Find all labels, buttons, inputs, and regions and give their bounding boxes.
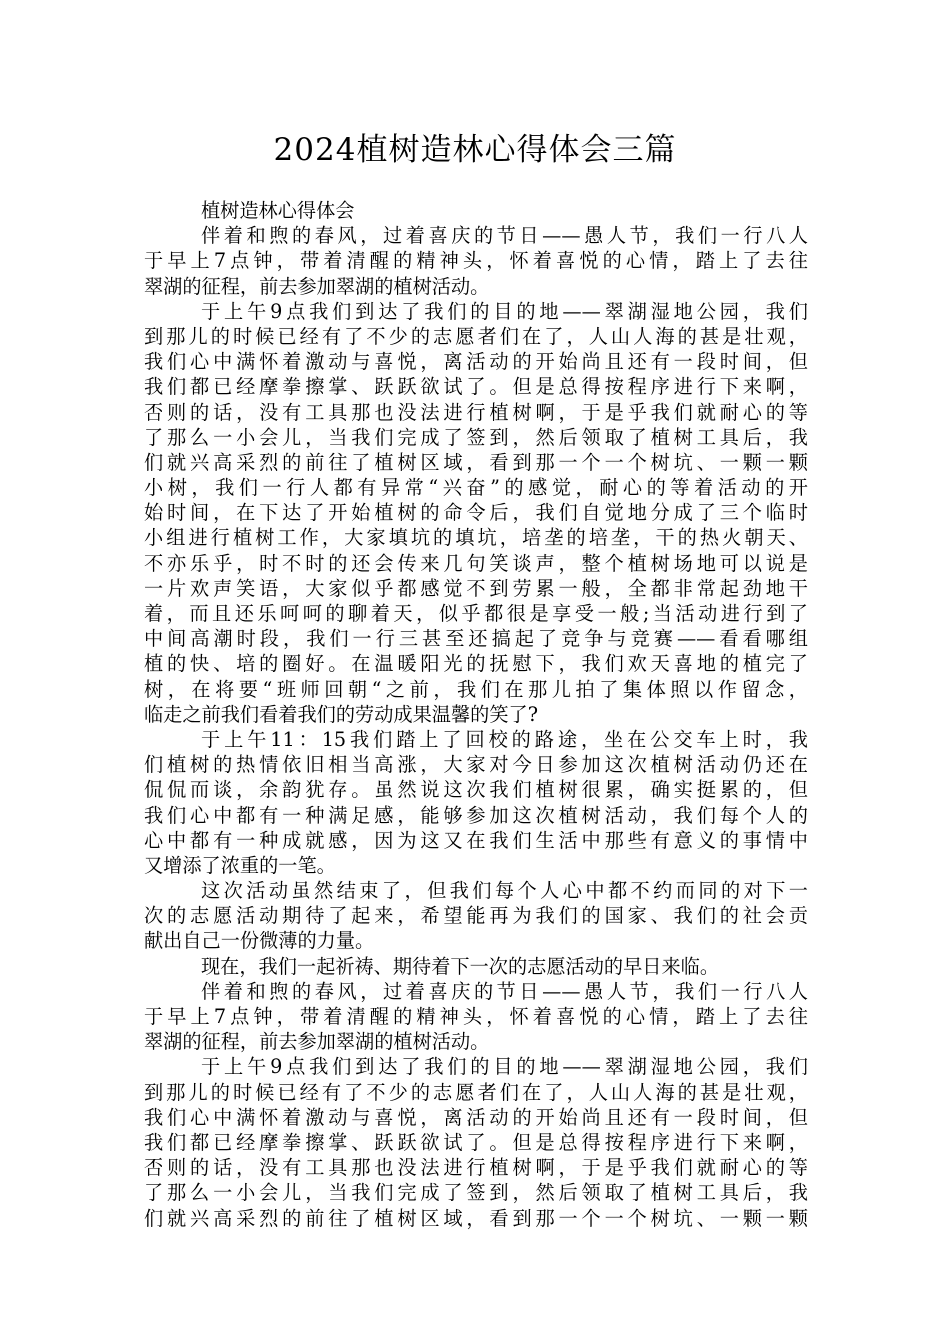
text-line: 于上午11：15我们踏上了回校的路途，坐在公交车上时，我: [201, 727, 808, 751]
text-line: 献出自己一份微薄的力量。: [144, 929, 375, 953]
text-line: 到那儿的时候已经有了不少的志愿者们在了，人山人海的甚是壮观，: [144, 1080, 808, 1104]
text-line: 一片欢声笑语，大家似乎都感觉不到劳累一般，全都非常起劲地干: [144, 576, 808, 600]
text-line: 现在，我们一起祈祷、期待着下一次的志愿活动的早日来临。: [201, 954, 720, 978]
text-line: 临走之前我们看着我们的劳动成果温馨的笑了?: [144, 702, 539, 726]
text-line: 我们都已经摩拳擦掌、跃跃欲试了。但是总得按程序进行下来啊，: [144, 375, 808, 399]
text-line: 小组进行植树工作，大家填坑的填坑，培垄的培垄，干的热火朝天、: [144, 526, 808, 550]
text-line: 着，而且还乐呵呵的聊着天，似乎都很是享受一般;当活动进行到了: [144, 602, 808, 625]
text-line: 我们心中都有一种满足感，能够参加这次植树活动，我们每个人的: [144, 803, 808, 827]
text-line: 了那么一小会儿，当我们完成了签到，然后领取了植树工具后，我: [144, 425, 808, 449]
text-line: 伴着和煦的春风，过着喜庆的节日——愚人节，我们一行八人: [201, 224, 808, 248]
text-line: 们就兴高采烈的前往了植树区域，看到那一个一个树坑、一颗一颗: [144, 1206, 808, 1230]
document-title: 2024植树造林心得体会三篇: [273, 132, 677, 168]
text-line: 心中都有一种成就感，因为这又在我们生活中那些有意义的事情中: [144, 828, 808, 852]
text-line: 伴着和煦的春风，过着喜庆的节日——愚人节，我们一行八人: [201, 979, 808, 1003]
text-line: 不亦乐乎，时不时的还会传来几句笑谈声，整个植树场地可以说是: [144, 551, 808, 575]
text-line: 始时间，在下达了开始植树的命令后，我们自觉地分成了三个临时: [144, 501, 808, 525]
text-line: 我们都已经摩拳擦掌、跃跃欲试了。但是总得按程序进行下来啊，: [144, 1130, 808, 1154]
text-line: 我们心中满怀着激动与喜悦，离活动的开始尚且还有一段时间，但: [144, 1105, 808, 1129]
text-line: 小树，我们一行人都有异常“兴奋”的感觉，耐心的等着活动的开: [144, 476, 808, 500]
text-line: 了那么一小会儿，当我们完成了签到，然后领取了植树工具后，我: [144, 1181, 808, 1205]
text-line: 到那儿的时候已经有了不少的志愿者们在了，人山人海的甚是壮观，: [144, 324, 808, 348]
text-line: 植的快、培的圈好。在温暖阳光的抚慰下，我们欢天喜地的植完了: [144, 652, 808, 676]
text-line: 翠湖的征程，前去参加翠湖的植树活动。: [144, 274, 490, 298]
text-line: 于早上7点钟，带着清醒的精神头，怀着喜悦的心情，踏上了去往: [144, 249, 808, 273]
text-line: 侃侃而谈，余韵犹存。虽然说这次我们植树很累，确实挺累的，但: [144, 778, 808, 802]
text-line: 于上午9点我们到达了我们的目的地——翠湖湿地公园，我们: [201, 1055, 808, 1079]
text-line: 否则的话，没有工具那也没法进行植树啊，于是乎我们就耐心的等: [144, 400, 808, 424]
text-line: 次的志愿活动期待了起来，希望能再为我们的国家、我们的社会贡: [144, 904, 808, 928]
text-line: 翠湖的征程，前去参加翠湖的植树活动。: [144, 1030, 490, 1054]
text-line: 们就兴高采烈的前往了植树区域，看到那一个一个树坑、一颗一颗: [144, 450, 808, 474]
text-line: 们植树的热情依旧相当高涨，大家对今日参加这次植树活动仍还在: [144, 753, 808, 777]
text-line: 中间高潮时段，我们一行三甚至还搞起了竞争与竞赛——看看哪组: [144, 627, 808, 651]
text-line: 这次活动虽然结束了，但我们每个人心中都不约而同的对下一: [201, 879, 808, 903]
section-heading: 植树造林心得体会: [201, 199, 355, 222]
text-line: 树，在将要“班师回朝“之前，我们在那儿拍了集体照以作留念，: [144, 677, 808, 701]
text-line: 于上午9点我们到达了我们的目的地——翠湖湿地公园，我们: [201, 299, 808, 323]
text-line: 又增添了浓重的一笔。: [144, 853, 336, 877]
text-line: 否则的话，没有工具那也没法进行植树啊，于是乎我们就耐心的等: [144, 1156, 808, 1180]
text-line: 我们心中满怀着激动与喜悦，离活动的开始尚且还有一段时间，但: [144, 350, 808, 374]
document-body: [144, 198, 808, 1231]
text-line: 于早上7点钟，带着清醒的精神头，怀着喜悦的心情，踏上了去往: [144, 1005, 808, 1028]
